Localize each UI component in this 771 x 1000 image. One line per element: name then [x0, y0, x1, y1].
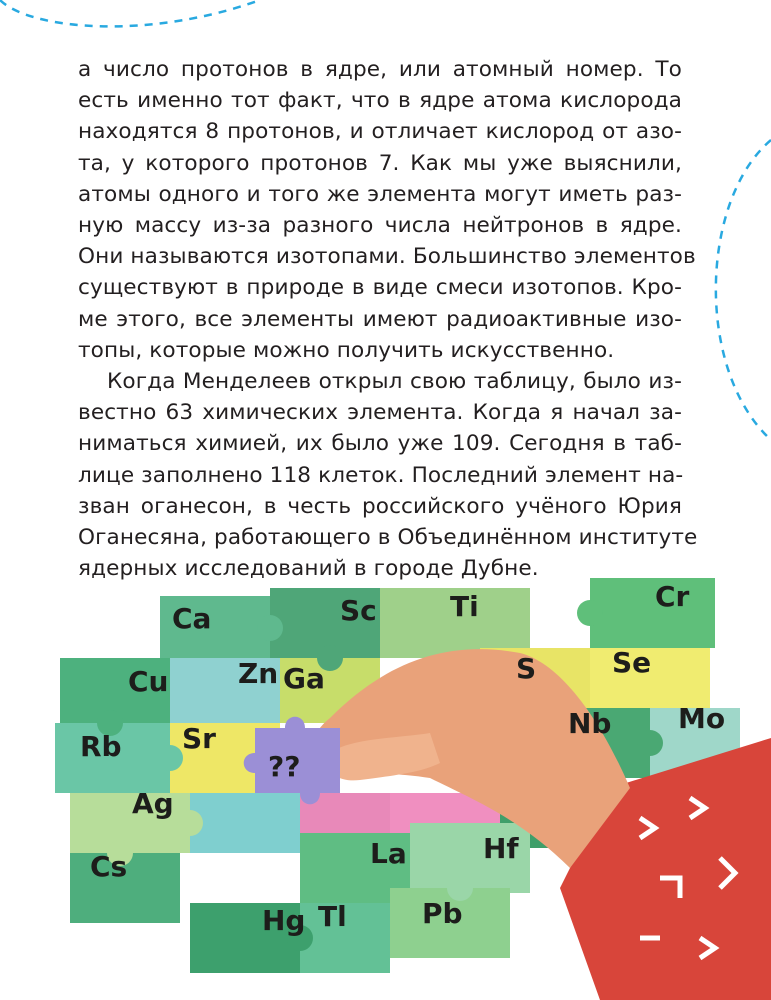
paragraph-2	[78, 366, 698, 584]
element-label: Sr	[182, 722, 216, 755]
element-label: Mo	[678, 702, 726, 735]
element-label: Tl	[318, 900, 347, 933]
text-line: существуют в природе в виде смеси изотопов. Кро-	[78, 275, 682, 301]
element-label: Se	[612, 646, 652, 679]
element-label: Rb	[80, 730, 122, 763]
element-label: Nb	[568, 707, 612, 740]
body-text	[78, 54, 698, 584]
dashed-arc-top-left	[0, 0, 260, 26]
periodic-puzzle-illustration	[0, 558, 771, 1000]
text-line: ме этого, все элементы имеют радиоактивные изо-	[78, 306, 682, 332]
text-line: ную массу из-за разного числа нейтронов в ядре.	[78, 213, 682, 239]
text-line: есть именно тот факт, что в ядре атома кислорода	[78, 88, 682, 114]
text-line: ядерных исследований в городе Дубне.	[78, 556, 539, 582]
element-label: Cu	[128, 665, 169, 698]
puzzle-knob	[637, 730, 663, 756]
element-label: Ga	[283, 662, 325, 695]
element-label: Ca	[172, 602, 212, 635]
puzzle-piece	[590, 578, 715, 648]
text-line: атомы одного и того же элемента могут иметь раз-	[78, 181, 682, 207]
element-label: Cr	[655, 580, 690, 613]
text-line: вестно 63 химических элемента. Когда я начал за-	[78, 400, 682, 426]
text-line: зван оганесон, в честь российского учёного Юрия	[78, 493, 682, 519]
element-label: Ag	[132, 787, 174, 820]
text-line: Оганесяна, работающего в Объединённом институте	[78, 525, 698, 551]
text-line: а число протонов в ядре, или атомный номер. То	[78, 57, 682, 82]
held-piece-label: ??	[268, 750, 301, 783]
held-puzzle-piece	[244, 717, 340, 805]
text-line: топы, которые можно получить искусственно.	[78, 337, 615, 363]
dashed-arc-right	[716, 140, 771, 440]
element-label: Zn	[238, 657, 279, 690]
text-line: ниматься химией, их было уже 109. Сегодня в таб-	[78, 431, 682, 457]
puzzle-knob	[257, 615, 283, 641]
puzzle-knob	[577, 600, 603, 626]
puzzle-knob	[157, 745, 183, 771]
element-label: Sc	[340, 594, 377, 627]
element-label: S	[516, 652, 537, 685]
element-label: Hf	[483, 832, 519, 865]
element-label: Hg	[262, 904, 306, 937]
text-line: та, у которого протонов 7. Как мы уже выяснили,	[78, 150, 682, 176]
text-line: находятся 8 протонов, и отличает кислород от азо-	[78, 119, 682, 145]
element-label: La	[370, 837, 407, 870]
text-line: Когда Менделеев открыл свою таблицу, было из-	[107, 369, 682, 395]
puzzle-piece	[190, 793, 300, 853]
element-label: Cs	[90, 850, 128, 883]
puzzle-knob	[177, 810, 203, 836]
element-label: Ti	[450, 590, 479, 623]
text-line: лице заполнено 118 клеток. Последний элемент на-	[78, 462, 684, 488]
paragraph-1	[78, 54, 696, 366]
element-label: Pb	[422, 897, 463, 930]
text-line: Они называются изотопами. Большинство элементов	[78, 244, 696, 270]
